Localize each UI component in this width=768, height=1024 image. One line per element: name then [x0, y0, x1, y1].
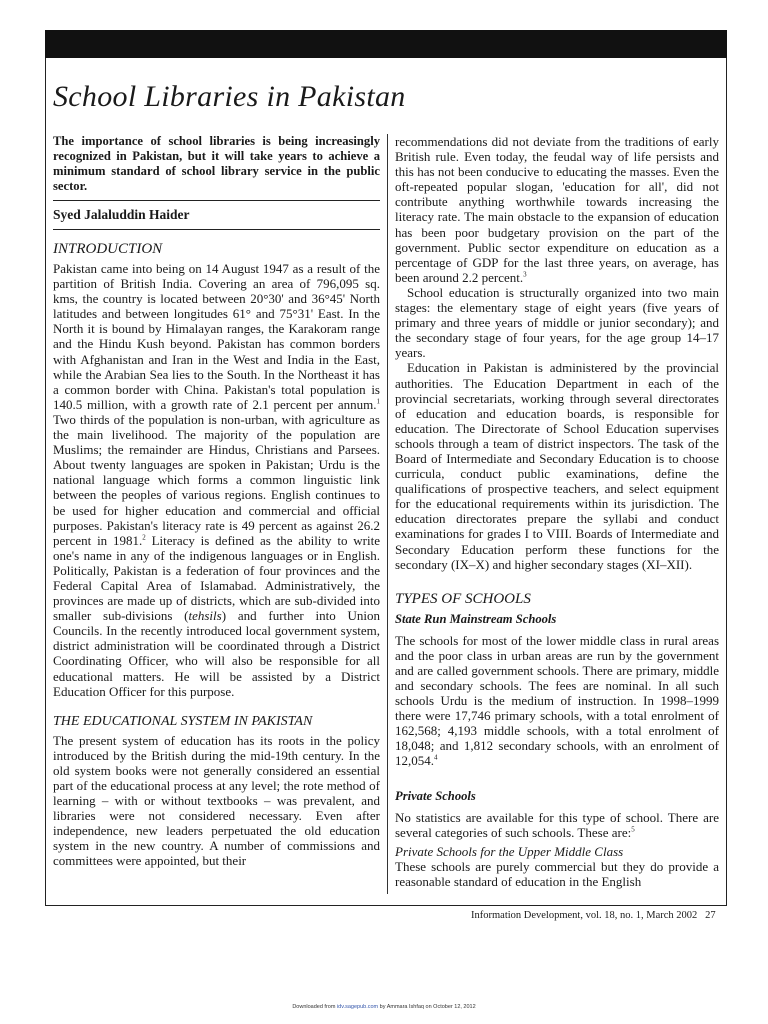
journal-footer: [471, 910, 716, 921]
private-schools-subheading: Private Schools: [395, 788, 476, 803]
educational-system-paragraph-2: recommendations did not deviate from the traditions of early British rule. Even today, the feudal way of life persists and this has not been conducive to educating the masses. Even the oft-repeated popular slogan, 'education for all', did not contribute anything worthwhile towards increasing the literacy rate. The main obstacle to the expansion of education has been poor budgetary provision on the part of the government. Public sector expenditure on education as a percentage of GDP for the last three years, on average, has been around 2.2 percent.$^3$: [395, 134, 719, 285]
educational-system-heading: THE EDUCATIONAL SYSTEM IN PAKISTAN: [53, 713, 313, 729]
rule-above-author: [53, 200, 380, 201]
introduction-paragraph: Pakistan came into being on 14 August 1947 as a result of the partition of British India. Covering an area of 796,095 sq. kms, the country is located between 20°30' and 36°45' North latitudes and between longitudes 61° and 75°31' East. In the North it is bound by Himalayan ranges, the Karakoram range and the Hindu Kush beyond. Pakistan has common borders with Afghanistan and Iran in the West and India in the East, while the Arabian Sea lies to the South. In the Northeast it has a common border with China. Pakistan's total population is 140.5 million, with a growth rate of 2.1 percent per annum.$^1$ Two thirds of the population is non-urban, with agriculture as the main livelihood. The majority of the population are Muslims; the remainder are Hindus, Christians and Parsees. About twenty languages are spoken in Pakistan; Urdu is the national language which forms a common linguistic link between the peoples of various regions. English continues to be used for higher education and commercial and official purposes. Pakistan's literacy rate is 49 percent as against 26.2 percent in 1981.$^2$ Literacy is defined as the ability to write one's name in any of the indigenous languages or in English. Politically, Pakistan is a federation of four provinces and the Federal Capital Area of Islamabad. Administratively, the provinces are made up of districts, which are sub-divided into smaller sub-divisions (tehsils) and further into Union Councils. In the recently introduced local government system, district administration will be coordinated through a District Coordinating Officer, who will also be responsible for all educational matters. He will be assisted by a District Education Officer for this purpose.: [53, 261, 380, 699]
page-number: 27: [705, 910, 716, 921]
introduction-heading: INTRODUCTION: [53, 241, 163, 257]
upper-middle-class-paragraph: These schools are purely commercial but they do provide a reasonable standard of education in the English: [395, 858, 719, 889]
left-column: [53, 134, 380, 869]
abstract: The importance of school libraries is being increasingly recognized in Pakistan, but it will take years to achieve a minimum standard of school library service in the public sector.: [53, 134, 380, 193]
journal-citation: Information Development, vol. 18, no. 1, March 2002: [471, 910, 698, 921]
private-schools-paragraph: No statistics are available for this type of school. There are several categories of such schools. These are:$^5$: [395, 809, 719, 840]
download-notice: Downloaded from idv.sagepub.com by Ammara Ishfaq on October 12, 2012: [292, 1004, 476, 1010]
article-title: School Libraries in Pakistan: [53, 80, 406, 113]
download-link[interactable]: idv.sagepub.com: [336, 1004, 379, 1010]
upper-middle-class-subheading: Private Schools for the Upper Middle Class: [395, 843, 624, 859]
header-bar: [45, 30, 727, 58]
types-of-schools-heading: TYPES OF SCHOOLS: [395, 590, 531, 607]
author-name: Syed Jalaluddin Haider: [53, 207, 190, 222]
educational-system-paragraph-4: Education in Pakistan is administered by the provincial authorities. The Education Department in each of the provincial secretariats, working through several directorates of education and education boards, is responsible for education. The Directorate of School Education supervises schools through a team of district inspectors. The task of the Board of Intermediate and Secondary Education is to choose curricula, conduct public examinations, define the qualifications of prospective teachers, and select equipment for the educational requirements within its jurisdiction. The education directorates prepare the syllabi and conduct examinations for grades I to VIII. Boards of Intermediate and Secondary Education perform these functions for the secondary (IX–X) and higher secondary stages (XI–XII).: [395, 360, 719, 572]
right-column: [395, 134, 719, 889]
rule-below-author: [53, 229, 380, 230]
column-divider: [387, 134, 388, 894]
state-run-subheading: State Run Mainstream Schools: [395, 611, 557, 626]
educational-system-paragraph-3: School education is structurally organized into two main stages: the elementary stage of eight years (five years of primary and three years of middle or junior secondary); and the secondary stage of four years, for the age group 14–17 years.: [395, 284, 719, 361]
state-run-paragraph: The schools for most of the lower middle class in rural areas and the poor class in urban areas are run by the government and are called government schools. There are primary, middle and secondary schools. The fees are nominal. In all such schools Urdu is the medium of instruction. In 1998–1999 there were 17,746 primary schools, with a total enrolment of 162,568; 4,193 middle schools, with a total enrolment of 18,048; and 1,812 secondary schools, with an enrolment of 12,054.$^4$: [395, 632, 719, 769]
educational-system-paragraph-1: The present system of education has its roots in the policy introduced by the British during the mid-19th century. In the old system books were not generally considered an essential part of the educational process at any level; the rote method of learning – with or without textbooks – was prevalent, and libraries were not considered necessary. Even after independence, new leaders perpetuated the old education system in the new country. A number of commissions and committees were appointed, but their: [53, 732, 380, 869]
